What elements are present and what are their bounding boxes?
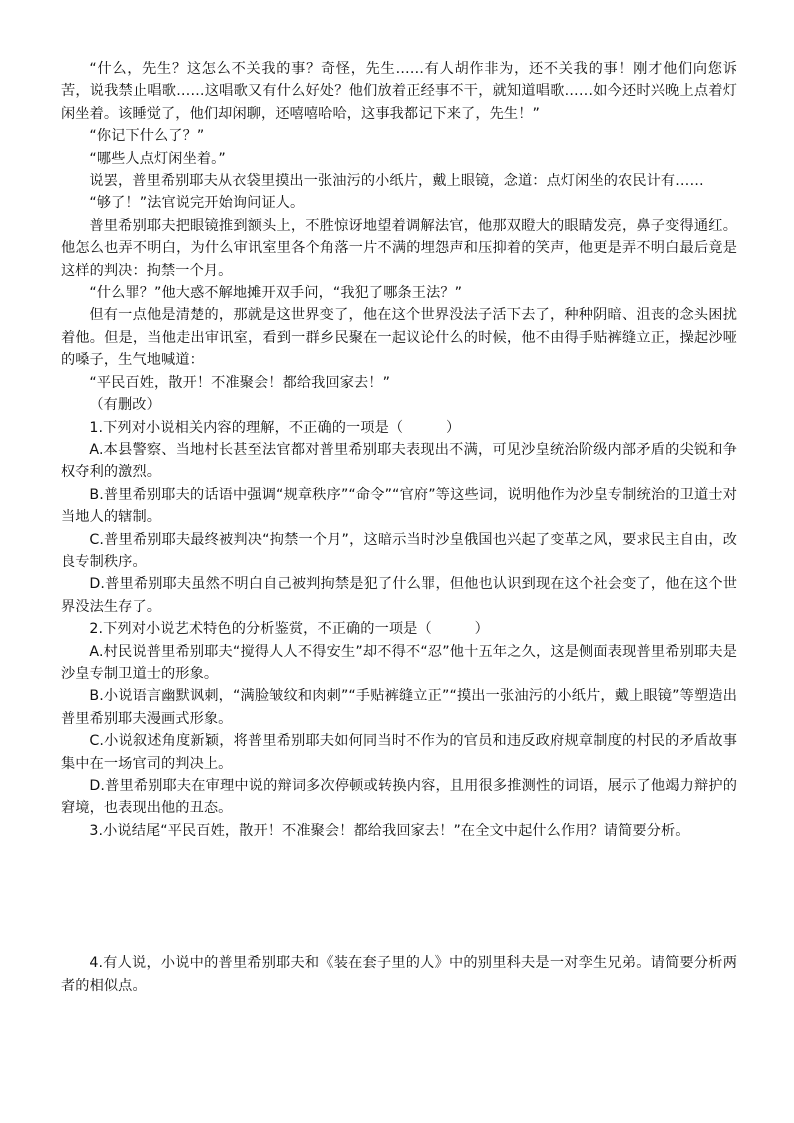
question-2-option-a: A.村民说普里希别耶夫“搅得人人不得安生”却不得不“忍”他十五年之久，这是侧面表现普里希别耶夫是沙皇专制卫道士的形象。 — [61, 643, 737, 682]
question-2-option-d: D.普里希别耶夫在审理中说的辩词多次停顿或转换内容，且用很多推测性的词语，展示了他竭力辩护的窘境，也表现出他的丑态。 — [61, 778, 737, 817]
document-page — [61, 58, 737, 997]
story-paragraph: “你记下什么了？” — [89, 128, 205, 145]
story-paragraph: “什么罪？”他大惑不解地摊开双手问，“我犯了哪条王法？” — [89, 285, 463, 302]
question-1-option-b: B.普里希别耶夫的话语中强调“规章秩序”“命令”“官府”等这些词，说明他作为沙皇专制统治的卫道士对当地人的辖制。 — [61, 486, 737, 526]
story-paragraph: “哪些人点灯闲坐着。” — [89, 150, 226, 167]
question-3-stem: 3.小说结尾“平民百姓，散开！不准聚会！都给我回家去！”在全文中起什么作用？请简要分析。 — [89, 822, 690, 839]
question-4-stem: 4.有人说，小说中的普里希别耶夫和《装在套子里的人》中的别里科夫是一对孪生兄弟。请简要分析两者的相似点。 — [61, 955, 737, 994]
question-1-option-a: A.本县警察、当地村长甚至法官都对普里希别耶夫表现出不满，可见沙皇统治阶级内部矛盾的尖锐和争权夺利的激烈。 — [61, 441, 737, 481]
answer-space — [61, 842, 737, 952]
story-paragraph: “够了！”法官说完开始询问证人。 — [89, 195, 305, 212]
question-2-option-b: B.小说语言幽默讽刺，“满脸皱纹和肉刺”“手贴裤缝立正”“摸出一张油污的小纸片，戴上眼镜”等塑造出普里希别耶夫漫画式形象。 — [61, 688, 737, 727]
story-paragraph: 普里希别耶夫把眼镜推到额头上，不胜惊讶地望着调解法官，他那双瞪大的眼睛发亮，鼻子变得通红。他怎么也弄不明白，为什么审讯室里各个角落一片不满的埋怨声和压抑着的笑声，他更是弄不明白最后竟是这样的判决：拘禁一个月。 — [61, 217, 737, 279]
story-paragraph: 但有一点他是清楚的，那就是这世界变了，他在这个世界没法子活下去了，种种阴暗、沮丧的念头困扰着他。但是，当他走出审讯室，看到一群乡民聚在一起议论什么的时候，他不由得手贴裤缝立正，操起沙哑的嗓子，生气地喊道： — [61, 307, 737, 369]
story-paragraph: “什么，先生？这怎么不关我的事？奇怪，先生……有人胡作非为，还不关我的事！刚才他们向您诉苦，说我禁止唱歌……这唱歌又有什么好处？他们放着正经事不干，就知道唱歌……如今还时兴晚上点着灯闲坐着。该睡觉了，他们却闲聊，还嘻嘻哈哈，这事我都记下来了，先生！” — [61, 61, 737, 122]
question-2-stem: 2.下列对小说艺术特色的分析鉴赏，不正确的一项是（ ） — [89, 621, 489, 638]
question-2-option-c: C.小说叙述角度新颖，将普里希别耶夫如何同当时不作为的官员和违反政府规章制度的村民的矛盾故事集中在一场官司的判决上。 — [61, 733, 737, 772]
source-note: （有删改） — [89, 397, 161, 414]
story-paragraph: 说罢，普里希别耶夫从衣袋里摸出一张油污的小纸片，戴上眼镜，念道：点灯闲坐的农民计有…… — [89, 173, 704, 190]
question-1-option-c: C.普里希别耶夫最终被判决“拘禁一个月”，这暗示当时沙皇俄国也兴起了变革之风，要求民主自由，改良专制秩序。 — [61, 531, 737, 570]
question-1-option-d: D.普里希别耶夫虽然不明白自己被判拘禁是犯了什么罪，但他也认识到现在这个社会变了，他在这个世界没法生存了。 — [61, 576, 737, 615]
question-1-stem: 1.下列对小说相关内容的理解，不正确的一项是（ ） — [89, 419, 461, 436]
story-paragraph: “平民百姓，散开！不准聚会！都给我回家去！” — [89, 374, 391, 391]
